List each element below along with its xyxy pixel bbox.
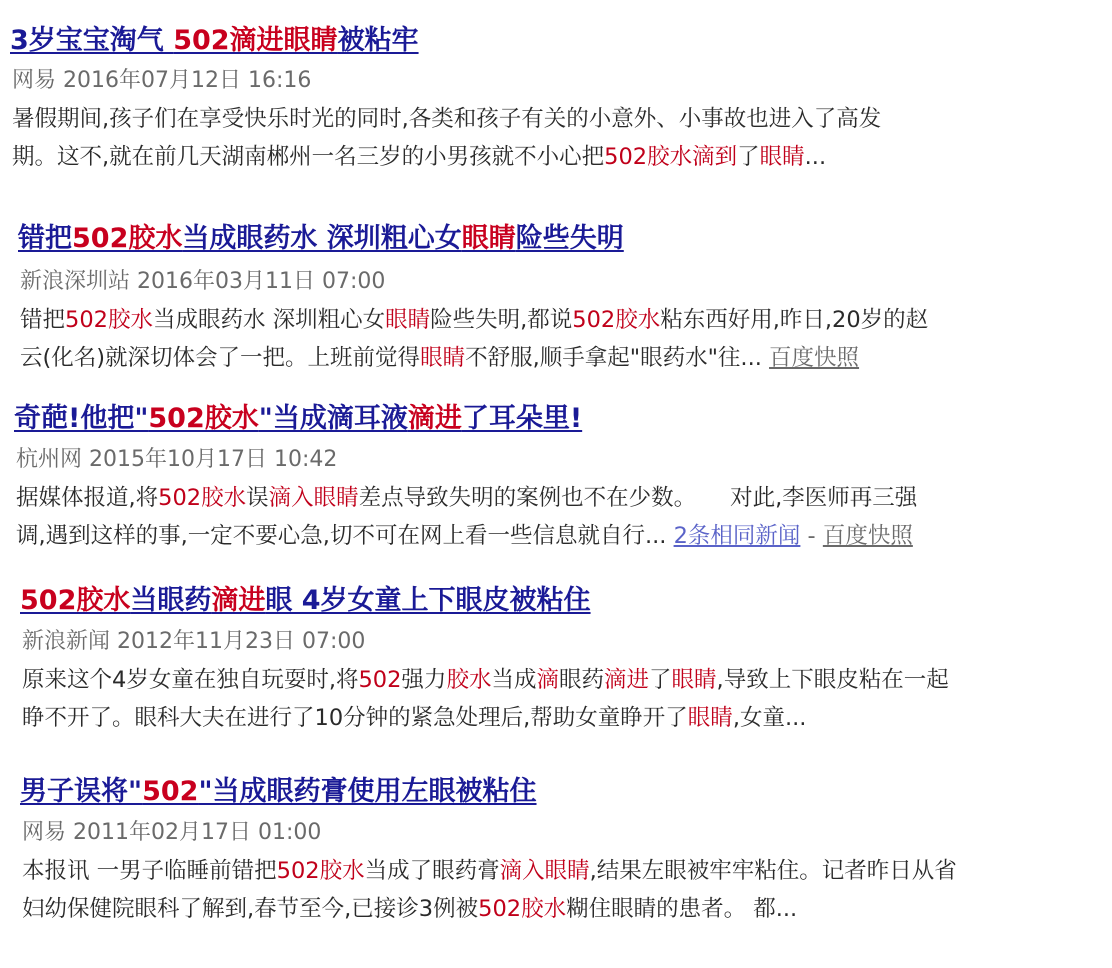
text-segment: 差点导致失明的案例也不在少数。	[358, 485, 697, 511]
highlighted-keyword: 502滴进眼睛	[173, 25, 338, 56]
result-snippet-line	[12, 100, 1112, 138]
highlighted-keyword: 502胶水	[20, 585, 131, 616]
result-source-date: 新浪深圳站 2016年03月11日 07:00	[20, 269, 386, 294]
text-segment: "当成滴耳液	[258, 403, 408, 434]
highlighted-keyword: 眼睛	[671, 667, 717, 693]
highlighted-keyword: 502胶水	[158, 485, 247, 511]
result-snippet-line	[22, 852, 1112, 890]
baidu-snapshot-link[interactable]: 百度快照	[822, 523, 913, 549]
highlighted-keyword: 滴入眼睛	[268, 485, 359, 511]
search-result	[0, 24, 1112, 176]
text-segment: 错把	[20, 307, 66, 333]
result-source-date: 网易 2016年07月12日 16:16	[12, 68, 312, 93]
result-snippet-line	[16, 517, 1112, 555]
text-segment: 被粘牢	[337, 25, 419, 56]
text-segment: 了耳朵里!	[461, 403, 583, 434]
text-segment: 本报讯 一男子临睡前错把	[22, 858, 277, 884]
result-snippet-line	[22, 661, 1112, 699]
text-segment: 云(化名)就深切体会了一把。上班前觉得	[20, 345, 421, 371]
highlighted-keyword: 滴进	[211, 585, 266, 616]
text-segment: 当成	[491, 667, 537, 693]
text-segment: 男子误将"	[20, 776, 143, 807]
text-segment: 原来这个4岁女童在独自玩耍时,将	[22, 667, 359, 693]
text-segment: 险些失明,都说	[430, 307, 573, 333]
highlighted-keyword: 眼睛	[420, 345, 466, 371]
text-segment: 奇葩!他把"	[14, 403, 149, 434]
link-separator: -	[800, 523, 823, 549]
text-segment: 眼药	[558, 667, 604, 693]
highlighted-keyword: 滴进	[407, 403, 462, 434]
highlighted-keyword: 502胶水	[572, 307, 661, 333]
highlighted-keyword: 滴进	[604, 667, 650, 693]
result-title-link[interactable]	[18, 222, 624, 256]
result-title-link[interactable]	[20, 775, 537, 809]
text-segment: 了	[649, 667, 672, 693]
text-segment: 当成了眼药膏	[364, 858, 500, 884]
text-segment: 调,遇到这样的事,一定不要心急,切不可在网上看一些信息就自行...	[16, 523, 674, 549]
text-segment: 糊住眼睛的患者。 都...	[566, 896, 798, 922]
text-segment: 当成眼药水 深圳粗心女	[152, 307, 386, 333]
result-snippet-line	[20, 339, 1112, 377]
text-segment: 眼 4岁女童上下眼皮被粘住	[265, 585, 591, 616]
search-result	[0, 584, 1112, 737]
highlighted-keyword: 502胶水滴到	[604, 144, 738, 170]
text-segment: 暑假期间,孩子们在享受快乐时光的同时,各类和孩子有关的小意外、小事故也进入了高发	[12, 106, 882, 132]
result-source-date: 网易 2011年02月17日 01:00	[22, 820, 322, 845]
text-segment: ...	[804, 144, 827, 170]
result-title-link[interactable]	[14, 402, 582, 436]
highlighted-keyword: 502	[358, 667, 402, 693]
highlighted-keyword: 502胶水	[148, 403, 259, 434]
highlighted-keyword: 502	[142, 776, 199, 807]
highlighted-keyword: 眼睛	[385, 307, 431, 333]
text-segment: 当眼药	[130, 585, 212, 616]
result-source-date: 杭州网 2015年10月17日 10:42	[16, 447, 338, 472]
text-segment: 粘东西好用,昨日,20岁的赵	[660, 307, 929, 333]
result-snippet-line	[12, 138, 1112, 176]
highlighted-keyword: 眼睛	[687, 705, 733, 731]
highlighted-keyword: 502胶水	[72, 223, 183, 254]
text-segment: 误	[246, 485, 269, 511]
text-segment: 不舒服,顺手拿起"眼药水"往...	[465, 345, 770, 371]
result-snippet-line	[20, 301, 1112, 339]
result-title-link[interactable]	[20, 584, 591, 618]
text-segment: 险些失明	[515, 223, 624, 254]
highlighted-keyword: 502胶水	[65, 307, 153, 333]
text-segment: 强力	[401, 667, 447, 693]
text-segment: 睁不开了。眼科大夫在进行了10分钟的紧急处理后,帮助女童睁开了	[22, 705, 688, 731]
related-news-link[interactable]: 2条相同新闻	[673, 523, 801, 549]
search-result	[0, 775, 1112, 928]
text-segment: 错把	[18, 223, 72, 254]
text-segment: 了	[737, 144, 760, 170]
highlighted-keyword: 502胶水	[276, 858, 365, 884]
result-snippet-line	[22, 890, 1112, 928]
highlighted-keyword: 滴入眼睛	[499, 858, 590, 884]
highlighted-keyword: 眼睛	[759, 144, 805, 170]
text-segment: ,女童...	[732, 705, 807, 731]
highlighted-keyword: 502胶水	[478, 896, 567, 922]
text-segment: ,结果左眼被牢牢粘住。记者昨日从省	[589, 858, 957, 884]
text-segment: 据媒体报道,将	[16, 485, 159, 511]
text-segment: 当成眼药水 深圳粗心女	[182, 223, 462, 254]
baidu-snapshot-link[interactable]: 百度快照	[769, 345, 860, 371]
text-segment: ,导致上下眼皮粘在一起	[716, 667, 949, 693]
result-source-date: 新浪新闻 2012年11月23日 07:00	[22, 629, 366, 654]
result-title-link[interactable]	[10, 24, 419, 58]
result-snippet-line	[22, 699, 1112, 737]
highlighted-keyword: 滴	[536, 667, 559, 693]
text-segment: 对此,李医师再三强	[730, 485, 918, 511]
text-segment: 3岁宝宝淘气	[10, 25, 174, 56]
text-segment: 期。这不,就在前几天湖南郴州一名三岁的小男孩就不小心把	[12, 144, 605, 170]
highlighted-keyword: 胶水	[446, 667, 492, 693]
search-result	[0, 402, 1112, 555]
highlighted-keyword: 眼睛	[461, 223, 516, 254]
text-segment: 妇幼保健院眼科了解到,春节至今,已接诊3例被	[22, 896, 479, 922]
result-snippet-line	[16, 479, 1112, 517]
search-result	[0, 222, 1112, 377]
text-segment: "当成眼药膏使用左眼被粘住	[198, 776, 537, 807]
